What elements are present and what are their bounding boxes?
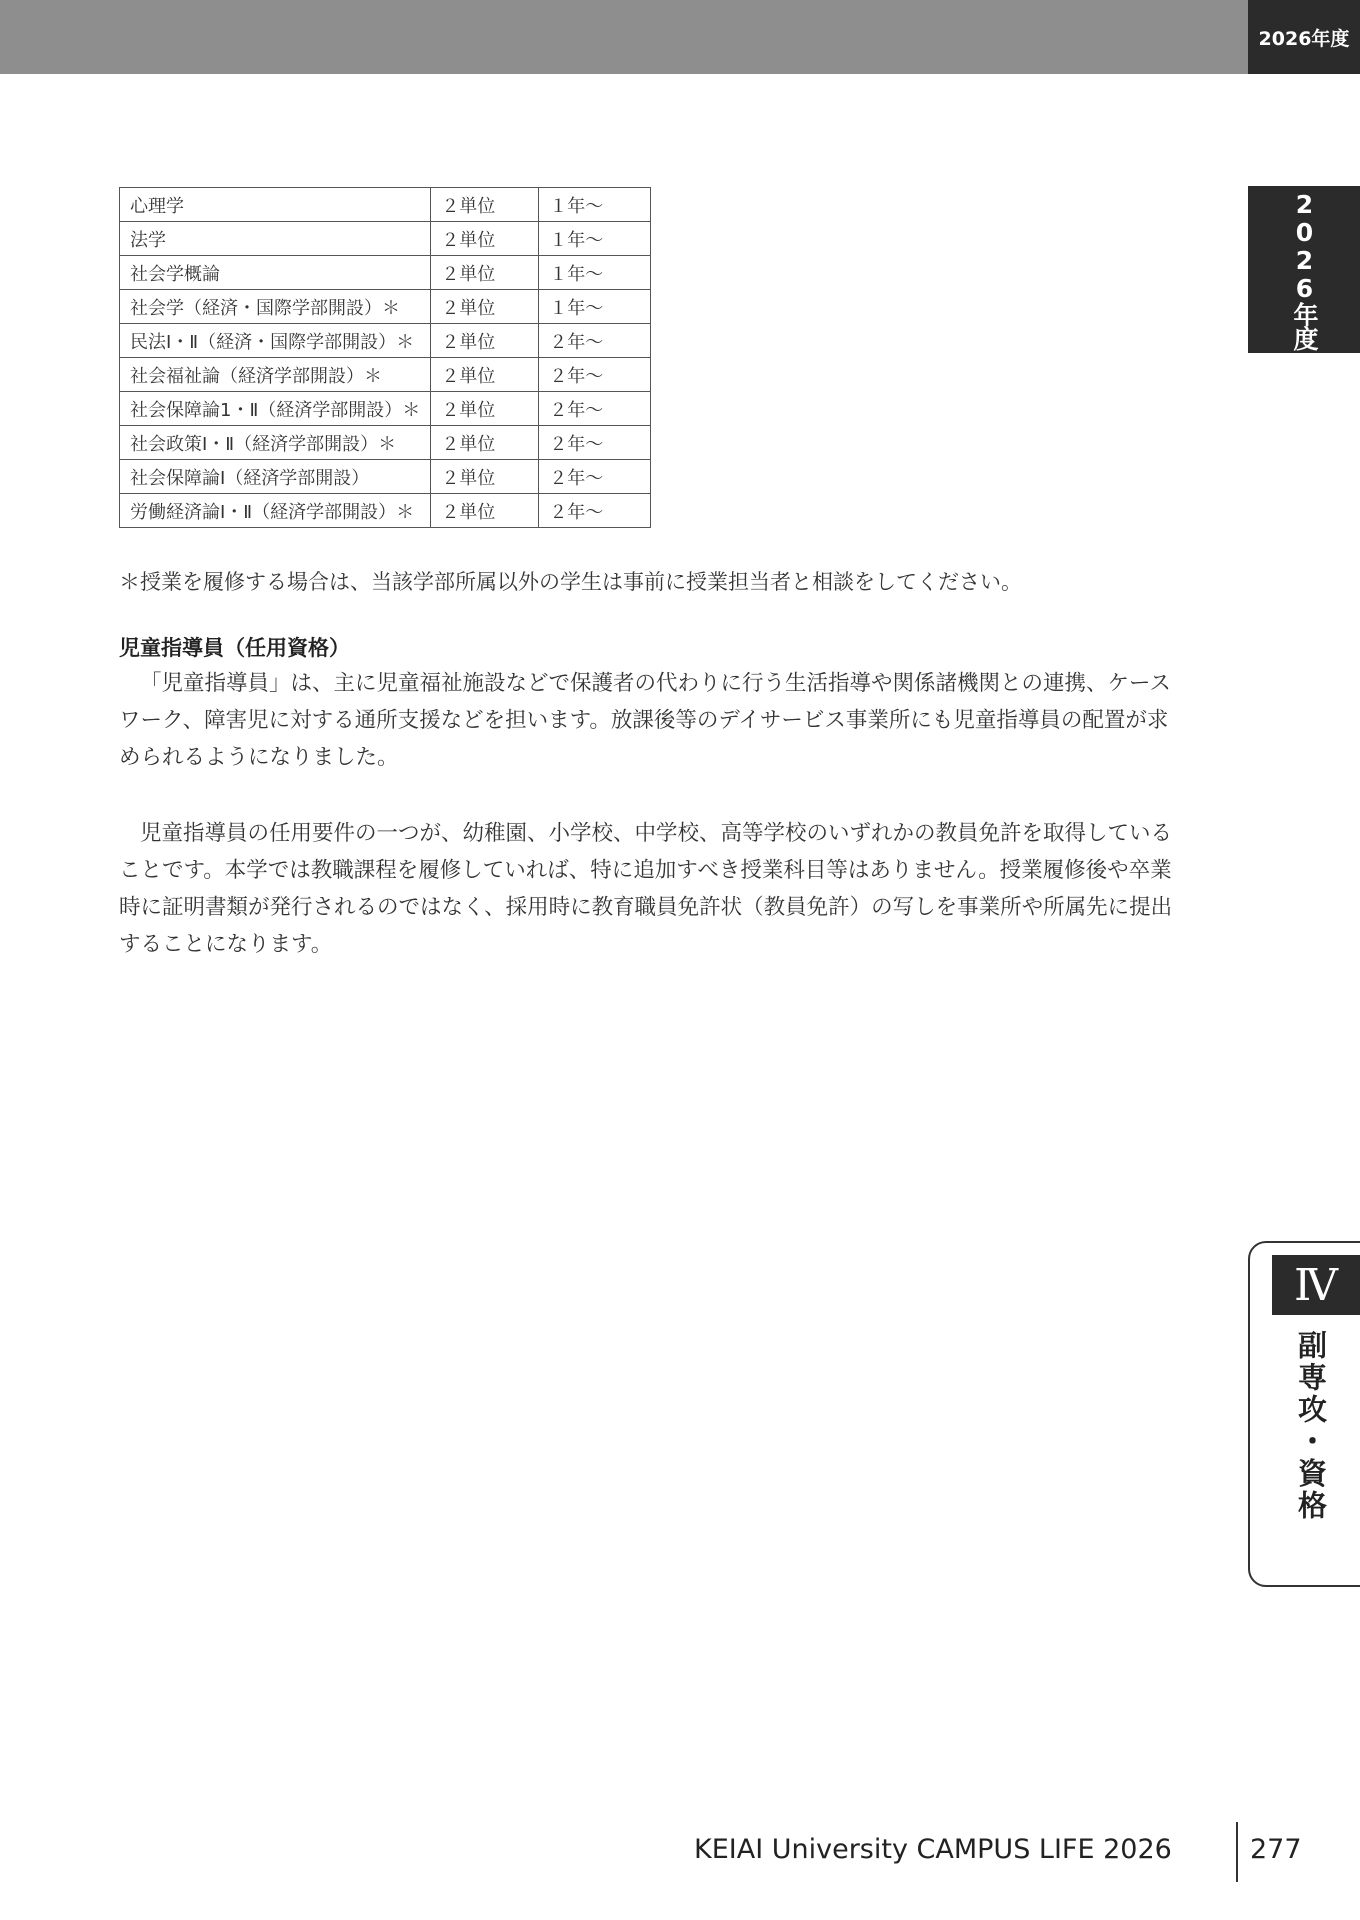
course-year: ２年〜 — [539, 324, 651, 358]
course-credits: ２単位 — [431, 460, 539, 494]
course-credits: ２単位 — [431, 324, 539, 358]
course-name: 社会政策Ⅰ・Ⅱ（経済学部開設）＊ — [120, 426, 431, 460]
table-row — [120, 358, 651, 392]
course-name: 社会福祉論（経済学部開設）＊ — [120, 358, 431, 392]
table-row — [120, 290, 651, 324]
course-table — [119, 187, 651, 528]
course-credits: ２単位 — [431, 290, 539, 324]
course-credits: ２単位 — [431, 222, 539, 256]
table-row — [120, 256, 651, 290]
table-row — [120, 460, 651, 494]
section-heading: 児童指導員（任用資格） — [119, 636, 350, 660]
section-title: 副専攻・資格 — [1294, 1330, 1328, 1522]
side-year-tab: 2026年度 — [1248, 186, 1360, 353]
table-note: ＊授業を履修する場合は、当該学部所属以外の学生は事前に授業担当者と相談をしてください。 — [119, 570, 1022, 594]
body-paragraph: 児童指導員の任用要件の一つが、幼稚園、小学校、中学校、高等学校のいずれかの教員免許を取得していることです。本学では教職課程を履修していれば、特に追加すべき授業科目等はありません。授業履修後や卒業時に証明書類が発行されるのではなく、採用時に教育職員免許状（教員免許）の写しを事業所や所属先に提出することになります。 — [119, 821, 1173, 957]
course-name: 心理学 — [120, 188, 431, 222]
course-name: 社会学概論 — [120, 256, 431, 290]
course-name: 労働経済論Ⅰ・Ⅱ（経済学部開設）＊ — [120, 494, 431, 528]
footer-divider — [1236, 1822, 1238, 1882]
course-year: ２年〜 — [539, 426, 651, 460]
table-row — [120, 222, 651, 256]
course-name: 社会保障論Ⅰ（経済学部開設） — [120, 460, 431, 494]
footer-publication-title: KEIAI University CAMPUS LIFE 2026 — [694, 1834, 1172, 1865]
table-row — [120, 392, 651, 426]
course-name: 社会学（経済・国際学部開設）＊ — [120, 290, 431, 324]
course-name: 社会保障論1・Ⅱ（経済学部開設）＊ — [120, 392, 431, 426]
course-credits: ２単位 — [431, 392, 539, 426]
table-row — [120, 188, 651, 222]
course-credits: ２単位 — [431, 188, 539, 222]
table-row — [120, 494, 651, 528]
course-credits: ２単位 — [431, 256, 539, 290]
course-year: ２年〜 — [539, 460, 651, 494]
course-year: ２年〜 — [539, 392, 651, 426]
table-row — [120, 324, 651, 358]
course-year: １年〜 — [539, 188, 651, 222]
body-paragraph: 「児童指導員」は、主に児童福祉施設などで保護者の代わりに行う生活指導や関係諸機関との連携、ケースワーク、障害児に対する通所支援などを担います。放課後等のデイサービス事業所にも児童指導員の配置が求められるようになりました。 — [119, 671, 1171, 770]
course-credits: ２単位 — [431, 494, 539, 528]
course-credits: ２単位 — [431, 426, 539, 460]
course-year: １年〜 — [539, 256, 651, 290]
course-year: １年〜 — [539, 290, 651, 324]
course-year: ２年〜 — [539, 494, 651, 528]
course-year: １年〜 — [539, 222, 651, 256]
course-credits: ２単位 — [431, 358, 539, 392]
table-row — [120, 426, 651, 460]
course-name: 民法Ⅰ・Ⅱ（経済・国際学部開設）＊ — [120, 324, 431, 358]
course-name: 法学 — [120, 222, 431, 256]
header-year-label: 2026年度 — [1248, 0, 1360, 74]
page-number: 277 — [1250, 1834, 1302, 1865]
section-number: Ⅳ — [1272, 1255, 1360, 1315]
header-bar — [0, 0, 1248, 74]
course-year: ２年〜 — [539, 358, 651, 392]
